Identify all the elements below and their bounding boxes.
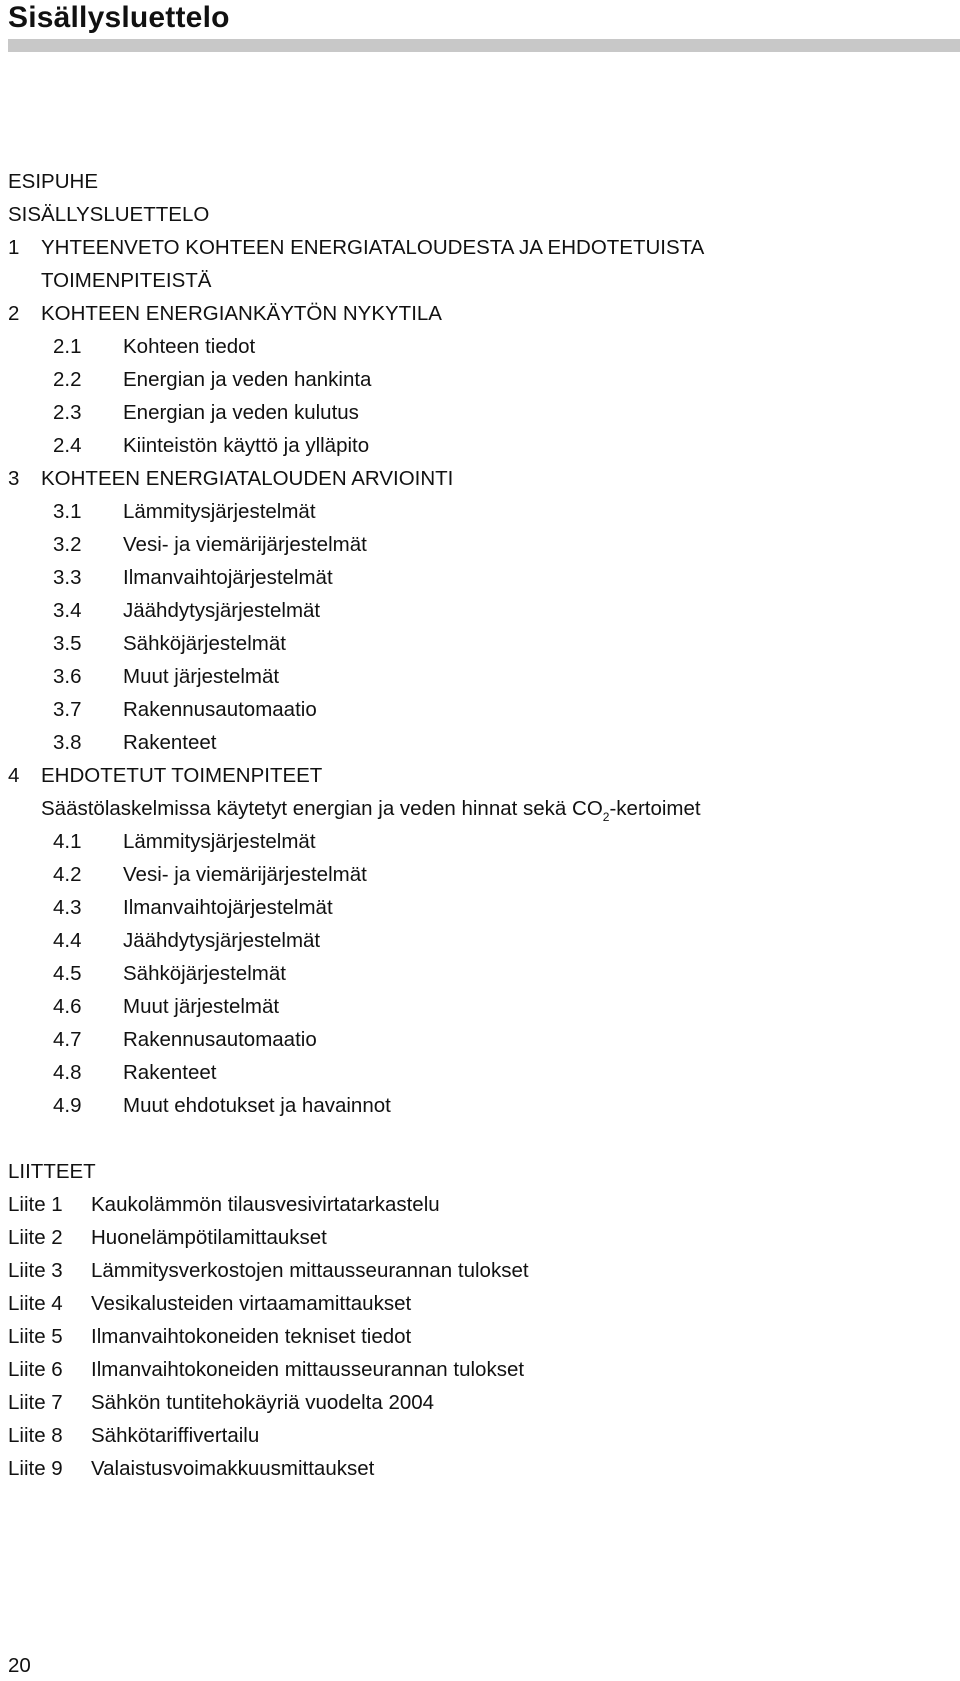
toc-subsection-label: Muut järjestelmät [123,995,280,1018]
appendices-heading-label: LIITTEET [8,1160,96,1183]
toc-subsection-label: Jäähdytysjärjestelmät [123,929,321,952]
toc-note-suffix: -kertoimet [609,797,701,820]
toc-note-subscript: 2 [602,810,610,824]
appendix-number: Liite 3 [8,1259,63,1282]
toc-subsection-number: 3.1 [53,500,82,523]
appendix-number: Liite 5 [8,1325,63,1348]
toc-subsection-number: 3.5 [53,632,82,655]
toc-subsection-label: Energian ja veden kulutus [123,401,359,424]
toc-note-label [41,797,701,823]
appendix-number: Liite 6 [8,1358,63,1381]
appendix-number: Liite 8 [8,1424,63,1447]
toc-subsection-number: 3.4 [53,599,82,622]
toc-section-label: KOHTEEN ENERGIANKÄYTÖN NYKYTILA [41,302,442,325]
toc-subsection-label: Muut järjestelmät [123,665,280,688]
appendix-number: Liite 2 [8,1226,63,1249]
toc-section-number: 1 [8,236,20,259]
appendix-label: Ilmanvaihtokoneiden tekniset tiedot [91,1325,412,1348]
toc-subsection-number: 4.6 [53,995,82,1018]
title-rule [8,39,960,52]
toc-section-number: 3 [8,467,20,490]
toc-note-text: Säästölaskelmissa käytetyt energian ja veden hinnat sekä CO [41,797,603,820]
toc-subsection-label: Energian ja veden hankinta [123,368,372,391]
toc-subsection-label: Kohteen tiedot [123,335,256,358]
toc-entry-label: SISÄLLYSLUETTELO [8,203,210,226]
toc-subsection-number: 4.2 [53,863,82,886]
toc-section-number: 2 [8,302,20,325]
appendix-label: Vesikalusteiden virtaamamittaukset [91,1292,412,1315]
toc-subsection-number: 2.1 [53,335,82,358]
appendix-label: Ilmanvaihtokoneiden mittausseurannan tulokset [91,1358,525,1381]
appendix-number: Liite 1 [8,1193,63,1216]
toc-subsection-number: 3.6 [53,665,82,688]
toc-subsection-label: Lämmitysjärjestelmät [123,830,316,853]
toc-section-number: 4 [8,764,20,787]
toc-subsection-number: 3.2 [53,533,82,556]
appendix-number: Liite 9 [8,1457,63,1480]
appendix-number: Liite 7 [8,1391,63,1414]
page-title: Sisällysluettelo [8,1,230,34]
toc-subsection-number: 2.4 [53,434,82,457]
toc-subsection-number: 4.7 [53,1028,82,1051]
toc-subsection-label: Vesi- ja viemärijärjestelmät [123,863,367,886]
toc-subsection-number: 2.3 [53,401,82,424]
appendix-label: Kaukolämmön tilausvesivirtatarkastelu [91,1193,440,1216]
toc-subsection-label: Rakenteet [123,731,217,754]
toc-subsection-label: Sähköjärjestelmät [123,962,286,985]
toc-subsection-label: Kiinteistön käyttö ja ylläpito [123,434,370,457]
toc-section-label: TOIMENPITEISTÄ [41,269,212,292]
toc-subsection-label: Sähköjärjestelmät [123,632,286,655]
toc-subsection-label: Lämmitysjärjestelmät [123,500,316,523]
appendix-label: Sähkötariffivertailu [91,1424,260,1447]
toc-subsection-number: 4.3 [53,896,82,919]
toc-subsection-number: 2.2 [53,368,82,391]
page-number: 20 [8,1654,31,1677]
toc-subsection-number: 3.3 [53,566,82,589]
toc-subsection-number: 4.4 [53,929,82,952]
toc-subsection-label: Jäähdytysjärjestelmät [123,599,321,622]
toc-subsection-number: 3.7 [53,698,82,721]
toc-subsection-label: Vesi- ja viemärijärjestelmät [123,533,367,556]
toc-entry-label: ESIPUHE [8,170,98,193]
toc-subsection-label: Muut ehdotukset ja havainnot [123,1094,391,1117]
appendix-label: Sähkön tuntitehokäyriä vuodelta 2004 [91,1391,435,1414]
toc-subsection-number: 4.9 [53,1094,82,1117]
toc-subsection-number: 4.5 [53,962,82,985]
toc-subsection-label: Rakenteet [123,1061,217,1084]
toc-subsection-number: 3.8 [53,731,82,754]
toc-subsection-number: 4.8 [53,1061,82,1084]
toc-section-label: YHTEENVETO KOHTEEN ENERGIATALOUDESTA JA EHDOTETUISTA [41,236,705,259]
toc-subsection-label: Ilmanvaihtojärjestelmät [123,566,333,589]
toc-section-label: EHDOTETUT TOIMENPITEET [41,764,323,787]
toc-subsection-label: Rakennusautomaatio [123,1028,317,1051]
toc-subsection-number: 4.1 [53,830,82,853]
appendix-number: Liite 4 [8,1292,63,1315]
toc-subsection-label: Rakennusautomaatio [123,698,317,721]
appendix-label: Lämmitysverkostojen mittausseurannan tulokset [91,1259,529,1282]
appendix-label: Valaistusvoimakkuusmittaukset [91,1457,375,1480]
toc-section-label: KOHTEEN ENERGIATALOUDEN ARVIOINTI [41,467,454,490]
toc-subsection-label: Ilmanvaihtojärjestelmät [123,896,333,919]
appendix-label: Huonelämpötilamittaukset [91,1226,327,1249]
